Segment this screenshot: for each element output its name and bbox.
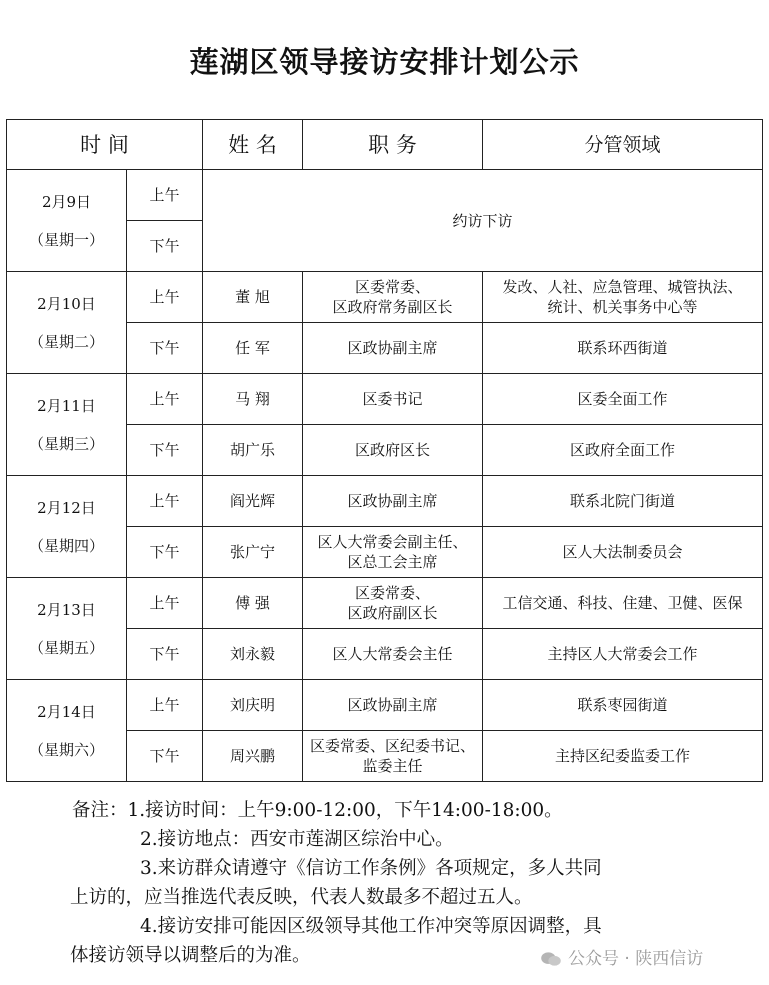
date: 2月11日 (37, 396, 96, 415)
note-line: 2.接访地点：西安市莲湖区综治中心。 (140, 829, 454, 850)
leader-area (483, 272, 763, 323)
leader-position (303, 374, 483, 425)
cell-line: 区政协副主席 (347, 492, 438, 510)
leader-position (303, 731, 483, 782)
cell-line: 区政协副主席 (347, 696, 438, 714)
period-am: 上午 (127, 374, 203, 425)
cell-line: 联系枣园街道 (577, 696, 668, 714)
period-am: 上午 (127, 680, 203, 731)
cell-line: 区人大法制委员会 (562, 543, 683, 561)
leader-name: 阎光辉 (203, 476, 303, 527)
date: 2月9日 (41, 192, 92, 211)
cell-line: 区人大常委会副主任、 (317, 533, 468, 551)
wechat-icon (540, 951, 562, 967)
leader-area (483, 578, 763, 629)
leader-position (303, 527, 483, 578)
date: 2月12日 (37, 498, 96, 517)
leader-name: 张广宁 (203, 527, 303, 578)
leader-area (483, 476, 763, 527)
date-cell (7, 680, 127, 782)
leader-area (483, 680, 763, 731)
note-line: 3.来访群众请遵守《信访工作条例》各项规定，多人共同 (140, 858, 602, 879)
table-row (7, 374, 763, 425)
leader-position (303, 425, 483, 476)
header-position: 职 务 (303, 120, 483, 170)
merged-cell: 约访下访 (203, 170, 763, 272)
header-time: 时 间 (7, 120, 203, 170)
leader-position (303, 272, 483, 323)
leader-name: 刘永毅 (203, 629, 303, 680)
date: 2月13日 (37, 600, 96, 619)
cell-line: 主持区纪委监委工作 (554, 747, 690, 765)
leader-name: 任 军 (203, 323, 303, 374)
weekday: （星期五） (28, 638, 104, 657)
cell-line: 区政府全面工作 (569, 441, 675, 459)
cell-line: 区委书记 (362, 390, 423, 408)
cell-line: 主持区人大常委会工作 (547, 645, 698, 663)
weekday: （星期一） (28, 230, 104, 249)
leader-area (483, 731, 763, 782)
table-row (7, 680, 763, 731)
leader-name: 胡广乐 (203, 425, 303, 476)
cell-line: 发改、人社、应急管理、城管执法、 (502, 278, 743, 296)
cell-line: 区委常委、区纪委书记、 (309, 737, 475, 755)
leader-area (483, 425, 763, 476)
schedule-table (6, 119, 763, 782)
table-row (7, 476, 763, 527)
leader-position (303, 629, 483, 680)
date-cell (7, 170, 127, 272)
period-pm: 下午 (127, 527, 203, 578)
header-area: 分管领域 (483, 120, 763, 170)
date: 2月14日 (37, 702, 96, 721)
note-line: 体接访领导以调整后的为准。 (70, 945, 311, 966)
period-am: 上午 (127, 476, 203, 527)
period-pm: 下午 (127, 731, 203, 782)
cell-line: 区总工会主席 (347, 553, 438, 571)
cell-line: 区委常委、 (354, 278, 430, 296)
leader-area (483, 629, 763, 680)
leader-area (483, 374, 763, 425)
cell-line: 区政府区长 (354, 441, 430, 459)
table-row (7, 272, 763, 323)
cell-line: 联系北院门街道 (569, 492, 675, 510)
cell-line: 区委全面工作 (577, 390, 668, 408)
period-am: 上午 (127, 272, 203, 323)
leader-name: 傅 强 (203, 578, 303, 629)
leader-area (483, 527, 763, 578)
cell-line: 区政协副主席 (347, 339, 438, 357)
weekday: （星期四） (28, 536, 104, 555)
period-pm: 下午 (127, 425, 203, 476)
date-cell (7, 476, 127, 578)
leader-position (303, 578, 483, 629)
note-line: 上访的，应当推选代表反映，代表人数最多不超过五人。 (70, 887, 533, 908)
header-name: 姓 名 (203, 120, 303, 170)
cell-line: 工信交通、科技、住建、卫健、医保 (502, 594, 743, 612)
weekday: （星期二） (28, 332, 104, 351)
note-line: 4.接访安排可能因区级领导其他工作冲突等原因调整，具 (140, 916, 602, 937)
table-row (7, 578, 763, 629)
date: 2月10日 (37, 294, 96, 313)
leader-name: 刘庆明 (203, 680, 303, 731)
cell-line: 区政府副区长 (347, 604, 438, 622)
cell-line: 监委主任 (362, 757, 423, 775)
date-cell (7, 374, 127, 476)
watermark (540, 944, 703, 969)
leader-name: 马 翔 (203, 374, 303, 425)
watermark-text: 公众号 · 陕西信访 (568, 949, 704, 969)
cell-line: 区人大常委会主任 (332, 645, 453, 663)
leader-position (303, 323, 483, 374)
cell-line: 统计、机关事务中心等 (547, 298, 698, 316)
cell-line: 区委常委、 (354, 584, 430, 602)
leader-area (483, 323, 763, 374)
leader-position (303, 680, 483, 731)
leader-name: 董 旭 (203, 272, 303, 323)
page-title: 莲湖区领导接访安排计划公示 (189, 45, 580, 79)
leader-name: 周兴鹏 (203, 731, 303, 782)
date-cell (7, 578, 127, 680)
note-line: 备注：1.接访时间：上午9:00-12:00，下午14:00-18:00。 (72, 800, 563, 821)
weekday: （星期三） (28, 434, 104, 453)
period-am: 上午 (127, 170, 203, 221)
period-am: 上午 (127, 578, 203, 629)
period-pm: 下午 (127, 323, 203, 374)
table-row (7, 170, 763, 221)
date-cell (7, 272, 127, 374)
period-pm: 下午 (127, 221, 203, 272)
cell-line: 区政府常务副区长 (332, 298, 453, 316)
weekday: （星期六） (28, 740, 104, 759)
cell-line: 联系环西街道 (577, 339, 668, 357)
leader-position (303, 476, 483, 527)
period-pm: 下午 (127, 629, 203, 680)
